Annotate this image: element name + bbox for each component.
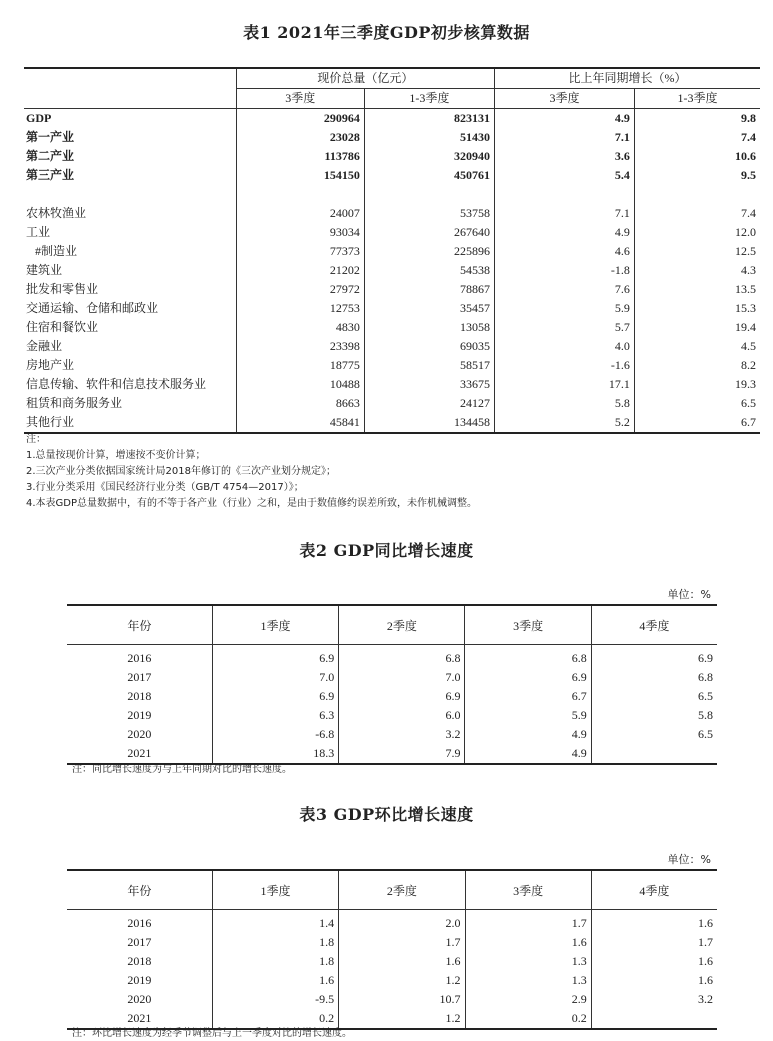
- table1-row: [24, 147, 760, 166]
- table1-cell: [495, 185, 635, 204]
- table1-row: [24, 394, 760, 413]
- value-cell: 6.9: [212, 645, 338, 669]
- table1-notes: [26, 432, 477, 512]
- value-cell: 4.9: [465, 744, 591, 764]
- table1-cell: 7.4: [634, 128, 760, 147]
- value-cell: 1.2: [339, 1009, 465, 1029]
- value-cell: 6.0: [339, 706, 465, 725]
- table1-cell: 12.5: [634, 242, 760, 261]
- row-label: 金融业: [26, 339, 63, 353]
- table1-cell: 134458: [364, 413, 494, 433]
- table1-cell: 78867: [364, 280, 494, 299]
- row-label: 农林牧渔业: [26, 206, 87, 220]
- table2-title: 表2 GDP同比增长速度: [299, 541, 474, 560]
- table1-cell: 9.5: [634, 166, 760, 185]
- value-cell: 1.4: [212, 910, 338, 934]
- table1-cell: 35457: [364, 299, 494, 318]
- value-cell: 1.6: [591, 952, 717, 971]
- table1-subheader: 1-3季度: [634, 89, 760, 109]
- table3-title: 表3 GDP环比增长速度: [299, 805, 474, 824]
- note-line: 2.三次产业分类依据国家统计局2018年修订的《三次产业划分规定》；: [26, 466, 336, 477]
- table2-header-cell: 年份: [67, 605, 212, 645]
- value-cell: 6.5: [591, 725, 717, 744]
- value-cell: 5.9: [465, 706, 591, 725]
- table3-header-row: [67, 870, 717, 910]
- value-cell: 6.8: [465, 645, 591, 669]
- table1-cell: 320940: [364, 147, 494, 166]
- table3-unit: 单位：%: [667, 853, 711, 866]
- table1-cell: 53758: [364, 204, 494, 223]
- value-cell: 1.7: [591, 933, 717, 952]
- table3-qoq-growth: [67, 869, 717, 1030]
- table3-row: [67, 952, 717, 971]
- table1-cell: 290964: [236, 109, 364, 129]
- year-cell: 2018: [127, 954, 152, 968]
- table1-gdp-accounting: [24, 67, 760, 434]
- table3-header-cell: 4季度: [591, 870, 717, 910]
- value-cell: 6.8: [339, 645, 465, 669]
- table2-row: [67, 706, 717, 725]
- table1-cell: 7.4: [634, 204, 760, 223]
- row-label: 交通运输、仓储和邮政业: [26, 301, 159, 315]
- table1-row: [24, 185, 760, 204]
- table1-cell: 18775: [236, 356, 364, 375]
- table3-row: [67, 910, 717, 934]
- row-label: #制造业: [26, 244, 78, 258]
- value-cell: 6.8: [591, 668, 717, 687]
- row-label: 租赁和商务服务业: [26, 396, 123, 410]
- table1-cell: 54538: [364, 261, 494, 280]
- table1-cell: 24127: [364, 394, 494, 413]
- year-cell: 2019: [127, 973, 152, 987]
- value-cell: 1.8: [212, 952, 338, 971]
- table1-cell: 7.6: [495, 280, 635, 299]
- table1-subheader: 3季度: [236, 89, 364, 109]
- table1-cell: 21202: [236, 261, 364, 280]
- year-cell: 2016: [127, 651, 152, 665]
- value-cell: 2.0: [339, 910, 465, 934]
- value-cell: 6.9: [339, 687, 465, 706]
- row-label: [24, 185, 236, 204]
- table2-unit: 单位：%: [667, 588, 711, 601]
- row-label: 第三产业: [26, 168, 75, 182]
- value-cell: 7.9: [339, 744, 465, 764]
- table2-header-row: [67, 605, 717, 645]
- table1-cell: 77373: [236, 242, 364, 261]
- table1-cell: 8.2: [634, 356, 760, 375]
- table1-cell: 4830: [236, 318, 364, 337]
- row-label: 信息传输、软件和信息技术服务业: [26, 377, 207, 391]
- table1-cell: 154150: [236, 166, 364, 185]
- value-cell: 0.2: [465, 1009, 591, 1029]
- table1-header-growth: 比上年同期增长（%）: [495, 68, 761, 89]
- value-cell: 6.3: [212, 706, 338, 725]
- value-cell: 1.6: [465, 933, 591, 952]
- table1-row: [24, 242, 760, 261]
- table3-row: [67, 990, 717, 1009]
- year-cell: 2017: [127, 670, 152, 684]
- table2-row: [67, 725, 717, 744]
- table1-cell: 13058: [364, 318, 494, 337]
- table1-cell: 113786: [236, 147, 364, 166]
- table1-row: [24, 128, 760, 147]
- table1-cell: 7.1: [495, 204, 635, 223]
- table2-header-cell: 4季度: [591, 605, 717, 645]
- value-cell: 10.7: [339, 990, 465, 1009]
- table1-row: [24, 318, 760, 337]
- value-cell: 3.2: [339, 725, 465, 744]
- table1-cell: 6.7: [634, 413, 760, 433]
- table1-cell: 823131: [364, 109, 494, 129]
- table1-row: [24, 299, 760, 318]
- value-cell: 6.7: [465, 687, 591, 706]
- row-label: 其他行业: [26, 415, 75, 429]
- table1-cell: 10.6: [634, 147, 760, 166]
- value-cell: 1.6: [591, 971, 717, 990]
- table1-cell: -1.8: [495, 261, 635, 280]
- table2-row: [67, 668, 717, 687]
- value-cell: 6.9: [212, 687, 338, 706]
- table1-cell: 19.3: [634, 375, 760, 394]
- table1-row: [24, 356, 760, 375]
- value-cell: 5.8: [591, 706, 717, 725]
- table1-row: [24, 223, 760, 242]
- value-cell: 6.9: [591, 645, 717, 669]
- table1-row: [24, 166, 760, 185]
- table1-cell: 4.6: [495, 242, 635, 261]
- row-label: 第一产业: [26, 130, 75, 144]
- table1-cell: 4.9: [495, 109, 635, 129]
- table1-header-row-1: [24, 68, 760, 89]
- value-cell: 7.0: [212, 668, 338, 687]
- table1-cell: 4.5: [634, 337, 760, 356]
- table1-row: [24, 375, 760, 394]
- table1-cell: 51430: [364, 128, 494, 147]
- value-cell: 18.3: [212, 744, 338, 764]
- value-cell: 1.7: [465, 910, 591, 934]
- value-cell: 1.6: [591, 910, 717, 934]
- value-cell: 1.6: [212, 971, 338, 990]
- note-line: 1.总量按现价计算，增速按不变价计算；: [26, 450, 206, 461]
- table1-row: [24, 261, 760, 280]
- value-cell: 0.2: [212, 1009, 338, 1029]
- table1-cell: 6.5: [634, 394, 760, 413]
- table1-cell: -1.6: [495, 356, 635, 375]
- table2-header-cell: 1季度: [212, 605, 338, 645]
- table1-cell: 15.3: [634, 299, 760, 318]
- table1-cell: 27972: [236, 280, 364, 299]
- note-line: 3.行业分类采用《国民经济行业分类（GB/T 4754—2017）》；: [26, 482, 304, 493]
- table1-cell: 12.0: [634, 223, 760, 242]
- table1-cell: 24007: [236, 204, 364, 223]
- value-cell: [591, 1009, 717, 1029]
- value-cell: -6.8: [212, 725, 338, 744]
- value-cell: 2.9: [465, 990, 591, 1009]
- table2-note: 注：同比增长速度为与上年同期对比的增长速度。: [72, 764, 292, 775]
- year-cell: 2017: [127, 935, 152, 949]
- table1-cell: 4.0: [495, 337, 635, 356]
- table1-cell: 5.7: [495, 318, 635, 337]
- table1-cell: 93034: [236, 223, 364, 242]
- value-cell: 4.9: [465, 725, 591, 744]
- table3-header-cell: 1季度: [212, 870, 338, 910]
- table1-row: [24, 337, 760, 356]
- table2-header-cell: 2季度: [339, 605, 465, 645]
- value-cell: 1.6: [339, 952, 465, 971]
- year-cell: 2020: [127, 992, 152, 1006]
- table3-header-cell: 2季度: [339, 870, 465, 910]
- table1-cell: 58517: [364, 356, 494, 375]
- table1-cell: 33675: [364, 375, 494, 394]
- value-cell: 6.9: [465, 668, 591, 687]
- table1-cell: 7.1: [495, 128, 635, 147]
- table1-cell: 3.6: [495, 147, 635, 166]
- table3-header-cell: 3季度: [465, 870, 591, 910]
- table2-row: [67, 645, 717, 669]
- year-cell: 2018: [127, 689, 152, 703]
- year-cell: 2021: [67, 1009, 212, 1029]
- table1-row: [24, 413, 760, 433]
- table1-row: [24, 204, 760, 223]
- value-cell: [591, 744, 717, 764]
- row-label: 住宿和餐饮业: [26, 320, 99, 334]
- value-cell: 1.8: [212, 933, 338, 952]
- table2-row: [67, 687, 717, 706]
- table1-cell: 267640: [364, 223, 494, 242]
- value-cell: 7.0: [339, 668, 465, 687]
- value-cell: -9.5: [212, 990, 338, 1009]
- value-cell: 3.2: [591, 990, 717, 1009]
- table3-row: [67, 971, 717, 990]
- row-label: 第二产业: [26, 149, 75, 163]
- value-cell: 1.2: [339, 971, 465, 990]
- table1-title: 表1 2021年三季度GDP初步核算数据: [243, 23, 530, 42]
- table3-note: 注：环比增长速度为经季节调整后与上一季度对比的增长速度。: [72, 1028, 352, 1039]
- table1-cell: 450761: [364, 166, 494, 185]
- table1-header-blank: [24, 68, 236, 109]
- table1-cell: 8663: [236, 394, 364, 413]
- table2-yoy-growth: [67, 604, 717, 765]
- year-cell: 2020: [127, 727, 152, 741]
- table1-cell: 5.9: [495, 299, 635, 318]
- row-label: 批发和零售业: [26, 282, 99, 296]
- value-cell: 1.7: [339, 933, 465, 952]
- table1-cell: 12753: [236, 299, 364, 318]
- table1-cell: 19.4: [634, 318, 760, 337]
- table1-cell: 69035: [364, 337, 494, 356]
- year-cell: 2019: [127, 708, 152, 722]
- table1-cell: 5.8: [495, 394, 635, 413]
- note-line: 4.本表GDP总量数据中，有的不等于各产业（行业）之和，是由于数值修约误差所致，未作机械调整。: [26, 498, 478, 509]
- table3-row: [67, 933, 717, 952]
- year-cell: 2021: [67, 744, 212, 764]
- table1-cell: 10488: [236, 375, 364, 394]
- note-line: 注：: [26, 434, 46, 445]
- table1-cell: [364, 185, 494, 204]
- table1-row: [24, 109, 760, 129]
- row-label: 房地产业: [26, 358, 75, 372]
- table1-cell: 5.2: [495, 413, 635, 433]
- table1-cell: [236, 185, 364, 204]
- year-cell: 2016: [127, 916, 152, 930]
- table1-cell: [634, 185, 760, 204]
- table1-cell: 13.5: [634, 280, 760, 299]
- table1-cell: 23028: [236, 128, 364, 147]
- table1-row: [24, 280, 760, 299]
- table1-cell: 4.9: [495, 223, 635, 242]
- table1-header-current-price: 现价总量（亿元）: [236, 68, 494, 89]
- table1-subheader: 3季度: [495, 89, 635, 109]
- value-cell: 1.3: [465, 971, 591, 990]
- value-cell: 6.5: [591, 687, 717, 706]
- table3-header-cell: 年份: [67, 870, 212, 910]
- table1-cell: 5.4: [495, 166, 635, 185]
- row-label: 建筑业: [26, 263, 63, 277]
- table1-cell: 45841: [236, 413, 364, 433]
- row-label: 工业: [26, 225, 51, 239]
- table1-cell: 17.1: [495, 375, 635, 394]
- row-label: GDP: [26, 111, 52, 125]
- table1-cell: 4.3: [634, 261, 760, 280]
- table2-header-cell: 3季度: [465, 605, 591, 645]
- table1-cell: 9.8: [634, 109, 760, 129]
- table1-subheader: 1-3季度: [364, 89, 494, 109]
- table1-cell: 23398: [236, 337, 364, 356]
- value-cell: 1.3: [465, 952, 591, 971]
- table1-cell: 225896: [364, 242, 494, 261]
